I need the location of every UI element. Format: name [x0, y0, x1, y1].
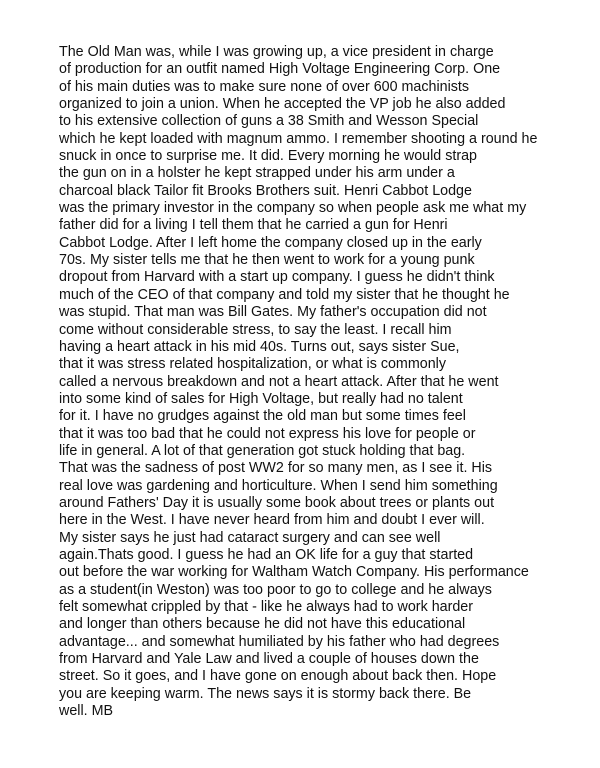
- text-line: Cabbot Lodge. After I left home the company closed up in the early: [59, 234, 482, 251]
- letter-body: [59, 44, 599, 720]
- text-line: the gun on in a holster he kept strapped under his arm under a: [59, 165, 455, 182]
- text-line: The Old Man was, while I was growing up, a vice president in charge: [59, 44, 494, 60]
- text-line: which he kept loaded with magnum ammo. I remember shooting a round he: [59, 130, 538, 147]
- text-line: was stupid. That man was Bill Gates. My father's occupation did not: [59, 304, 487, 321]
- text-line: of his main duties was to make sure none of over 600 machinists: [59, 78, 470, 95]
- text-line: out before the war working for Waltham Watch Company. His performance: [59, 564, 529, 581]
- text-line: father did for a living I tell them that he carried a gun for Henri: [59, 217, 448, 234]
- text-line: again.Thats good. I guess he had an OK life for a guy that started: [59, 546, 474, 563]
- text-line: snuck in once to surprise me. It did. Every morning he would strap: [59, 148, 477, 165]
- text-line: around Fathers' Day it is usually some book about trees or plants out: [59, 494, 495, 511]
- text-line: 70s. My sister tells me that he then went to work for a young punk: [59, 252, 475, 269]
- text-line: life in general. A lot of that generation got stuck holding that bag.: [59, 442, 466, 459]
- text-line: called a nervous breakdown and not a heart attack. After that he went: [59, 373, 499, 390]
- text-line: here in the West. I have never heard from him and doubt I ever will.: [59, 512, 485, 529]
- text-line: felt somewhat crippled by that - like he always had to work harder: [59, 599, 474, 615]
- text-line: charcoal black Tailor fit Brooks Brothers suit. Henri Cabbot Lodge: [59, 182, 472, 199]
- text-line: My sister says he just had cataract surgery and can see well: [59, 529, 441, 546]
- text-line: much of the CEO of that company and told my sister that he thought he: [59, 286, 510, 303]
- text-line: That was the sadness of post WW2 for so many men, as I see it. His: [59, 460, 493, 477]
- text-line: street. So it goes, and I have gone on enough about back then. Hope: [59, 668, 497, 685]
- text-line: real love was gardening and horticulture. When I send him something: [59, 477, 498, 494]
- text-line: was the primary investor in the company so when people ask me what my: [59, 200, 527, 217]
- text-line: organized to join a union. When he accepted the VP job he also added: [59, 96, 506, 113]
- text-line: as a student(in Weston) was too poor to go to college and he always: [59, 581, 492, 598]
- text-line: having a heart attack in his mid 40s. Turns out, says sister Sue,: [59, 338, 460, 355]
- text-line: you are keeping warm. The news says it is stormy back there. Be: [59, 685, 472, 702]
- text-line: that it was stress related hospitalization, or what is commonly: [59, 356, 446, 373]
- text-line: advantage... and somewhat humiliated by his father who had degrees: [59, 633, 500, 650]
- text-line: from Harvard and Yale Law and lived a couple of houses down the: [59, 651, 479, 668]
- text-line: come without considerable stress, to say the least. I recall him: [59, 321, 452, 338]
- text-line: into some kind of sales for High Voltage, but really had no talent: [59, 390, 463, 407]
- text-line: well. MB: [59, 703, 114, 720]
- text-line: for it. I have no grudges against the old man but some times feel: [59, 408, 466, 425]
- text-line: of production for an outfit named High Voltage Engineering Corp. One: [59, 61, 501, 78]
- text-line: and longer than others because he did not have this educational: [59, 616, 466, 633]
- text-line: to his extensive collection of guns a 38 Smith and Wesson Special: [59, 113, 479, 130]
- text-line: that it was too bad that he could not express his love for people or: [59, 425, 476, 442]
- text-line: dropout from Harvard with a start up company. I guess he didn't think: [59, 269, 495, 286]
